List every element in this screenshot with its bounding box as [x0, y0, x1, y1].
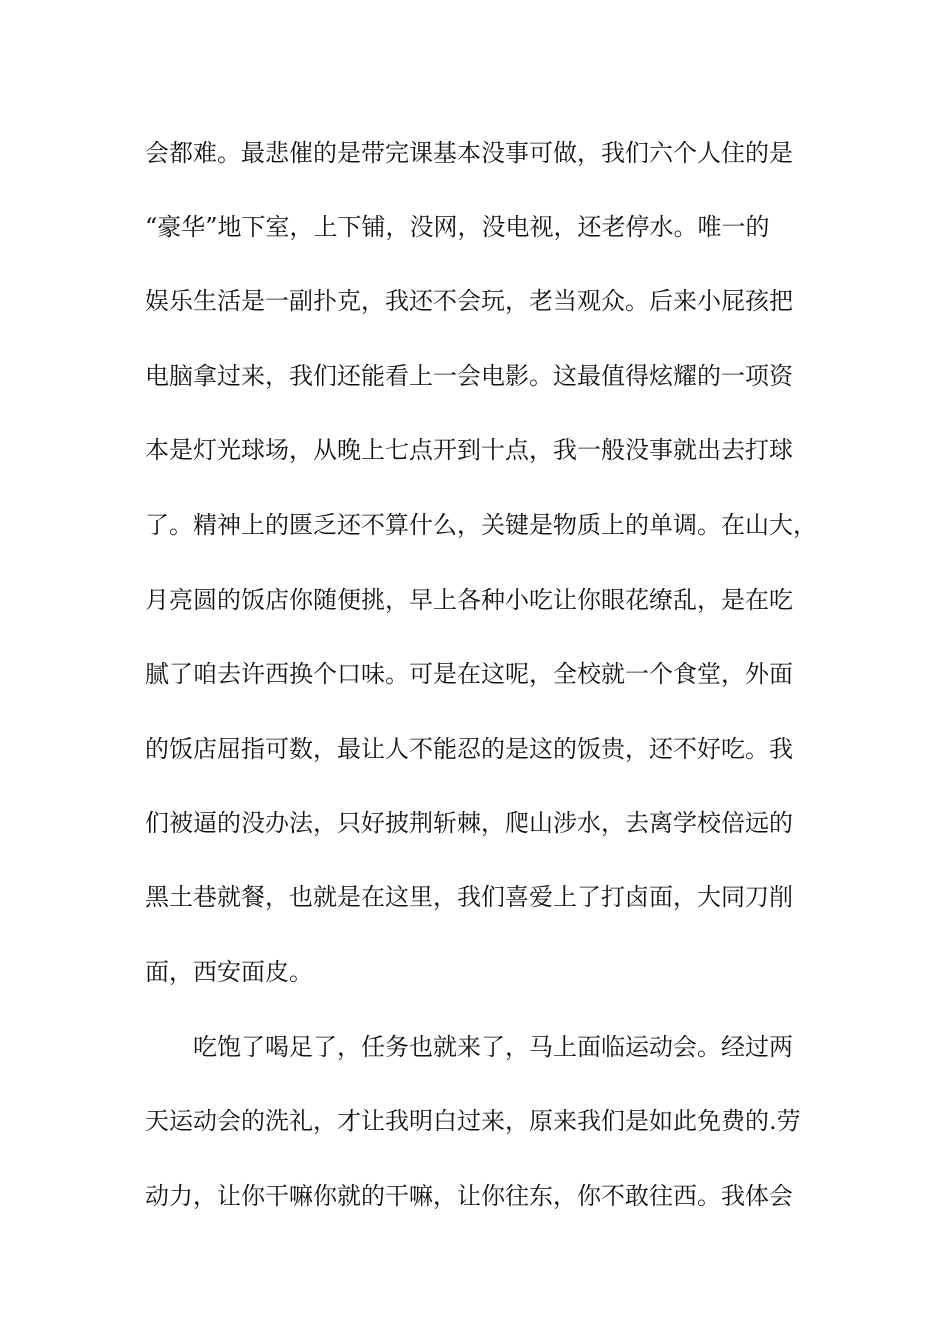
text-line-3: 娱乐生活是一副扑克，我还不会玩，老当观众。后来小屁孩把: [145, 287, 793, 315]
text-line-4: 电脑拿过来，我们还能看上一会电影。这最值得炫耀的一项资: [145, 362, 793, 390]
text-line-7: 月亮圆的饭店你随便挑，早上各种小吃让你眼花缭乱，是在吃: [145, 586, 793, 614]
text-line-11: 黑土巷就餐，也就是在这里，我们喜爱上了打卤面，大同刀削: [145, 883, 793, 911]
text-line-6: 了。精神上的匮乏还不算什么，关键是物质上的单调。在山大，: [145, 511, 817, 539]
text-line-5: 本是灯光球场，从晚上七点开到十点，我一般没事就出去打球: [145, 436, 793, 464]
text-line-10: 们被逼的没办法，只好披荆斩棘，爬山涉水，去离学校倍远的: [145, 809, 793, 837]
text-line-12: 面，西安面皮。: [145, 958, 313, 986]
text-line-14: 天运动会的洗礼，才让我明白过来，原来我们是如此免费的.劳: [145, 1107, 801, 1135]
text-line-8: 腻了咱去许西换个口味。可是在这呢，全校就一个食堂，外面: [145, 660, 793, 688]
text-line-13: 吃饱了喝足了，任务也就来了，马上面临运动会。经过两: [193, 1033, 793, 1061]
text-line-1: 会都难。最悲催的是带完课基本没事可做，我们六个人住的是: [145, 139, 793, 167]
text-line-2: “豪华”地下室，上下铺，没网，没电视，还老停水。唯一的: [145, 213, 770, 241]
text-line-9: 的饭店屈指可数，最让人不能忍的是这的饭贵，还不好吃。我: [145, 735, 793, 763]
text-line-15: 动力，让你干嘛你就的干嘛，让你往东，你不敢往西。我体会: [145, 1182, 793, 1210]
